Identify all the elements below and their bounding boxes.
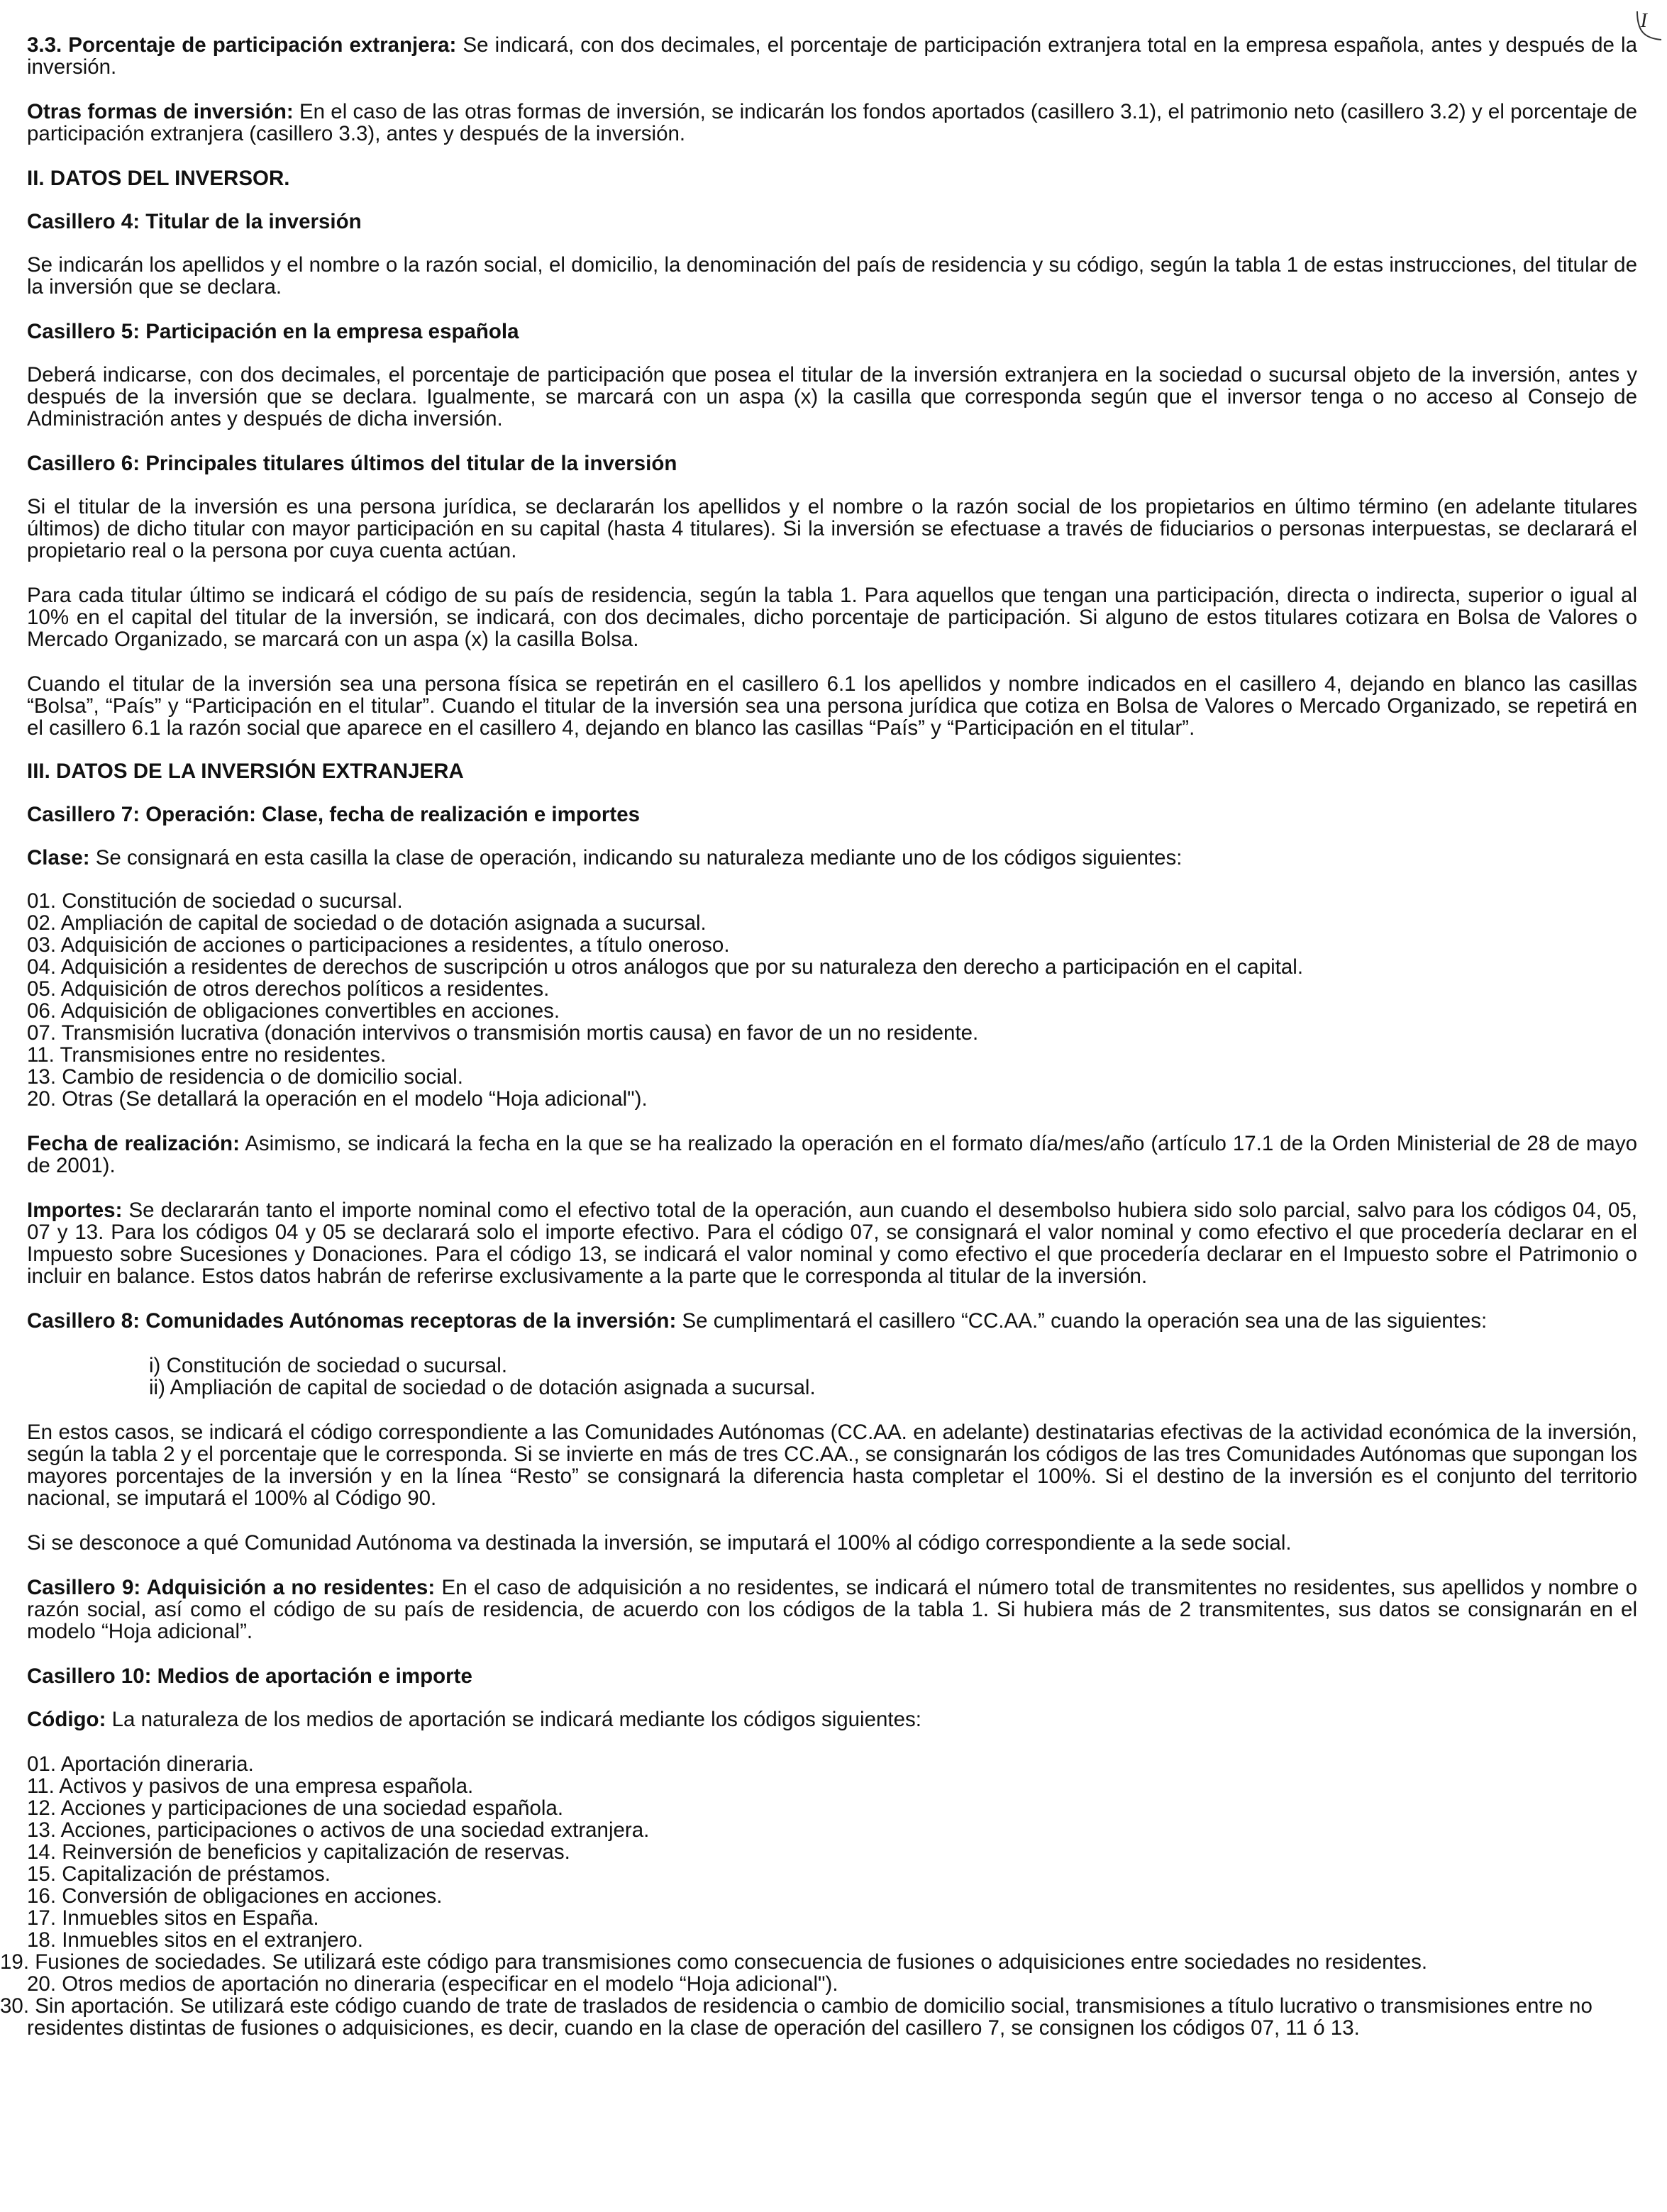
box-8-operations-list bbox=[149, 1355, 1637, 1399]
box-7-date-text: Asimismo, se indicará la fecha en la que se ha realizado la operación en el formato día/mes/año (artículo 17.1 de la Orden Ministerial de 28 de mayo de 2001). bbox=[27, 1132, 1637, 1177]
box-10-code-paragraph bbox=[27, 1708, 1637, 1730]
section-ii-heading: II. DATOS DEL INVERSOR. bbox=[27, 167, 290, 190]
list-item: 20. Otros medios de aportación no dineraria (especificar en el modelo “Hoja adicional"). bbox=[27, 1972, 838, 1996]
box-8-text: Se cumplimentará el casillero “CC.AA.” cuando la operación sea una de las siguientes: bbox=[676, 1309, 1488, 1333]
box-5-paragraph: Deberá indicarse, con dos decimales, el porcentaje de participación que posea el titular de la inversión extranjera en la sociedad o sucursal objeto de la inversión, antes y después de la inversión que se declara. Igualmente, se marcará con un aspa (x) la casilla que corresponda según que el inversor tenga o no acceso al Consejo de Administración antes y después de dicha inversión. bbox=[27, 363, 1637, 430]
box-8-paragraph-2: En estos casos, se indicará el código correspondiente a las Comunidades Autónomas (CC.AA. en adelante) destinatarias efectivas de la actividad económica de la inversión, según la tabla 2 y el porcentaje que le corresponda. Si se invierte en más de tres CC.AA., se consignarán los códigos de las tres Comunidades Autónomas que supongan los mayores porcentajes de la inversión y en la línea “Resto” se consignará la diferencia hasta completar el 100%. Si el destino de la inversión es el conjunto del territorio nacional, se imputará el 100% al Código 90. bbox=[27, 1421, 1637, 1510]
box-7-class-text: Se consignará en esta casilla la clase de operación, indicando su naturaleza mediante uno de los códigos siguientes: bbox=[89, 846, 1183, 869]
list-item: 03. Adquisición de acciones o participaciones a residentes, a título oneroso. bbox=[27, 933, 730, 957]
box-8-paragraph-3: Si se desconoce a qué Comunidad Autónoma va destinada la inversión, se imputará el 100% al código correspondiente a la sede social. bbox=[27, 1531, 1292, 1555]
list-item: 02. Ampliación de capital de sociedad o de dotación asignada a sucursal. bbox=[27, 911, 707, 935]
box-6-paragraph-3: Cuando el titular de la inversión sea una persona física se repetirán en el casillero 6.1 los apellidos y nombre indicados en el casillero 4, dejando en blanco las casillas “Bolsa”, “País” y “Participación en el titular”. Cuando el titular de la inversión sea una persona jurídica que cotiza en Bolsa de Valores o Mercado Organizado, se repetirá en el casillero 6.1 la razón social que aparece en el casillero 4, dejando en blanco las casillas “País” y “Participación en el titular”. bbox=[27, 672, 1637, 740]
list-item: 07. Transmisión lucrativa (donación intervivos o transmisión mortis causa) en favor de un no residente. bbox=[27, 1021, 979, 1045]
list-item: 20. Otras (Se detallará la operación en el modelo “Hoja adicional"). bbox=[27, 1087, 648, 1111]
box-7-date-paragraph bbox=[27, 1133, 1637, 1177]
section-3-3-paragraph bbox=[27, 34, 1637, 78]
list-item: 16. Conversión de obligaciones en acciones. bbox=[27, 1884, 443, 1908]
section-iii-heading: III. DATOS DE LA INVERSIÓN EXTRANJERA bbox=[27, 760, 464, 783]
box-10-heading: Casillero 10: Medios de aportación e importe bbox=[27, 1664, 472, 1688]
list-item: 01. Constitución de sociedad o sucursal. bbox=[27, 889, 403, 913]
list-item: 11. Activos y pasivos de una empresa española. bbox=[27, 1774, 474, 1798]
box-6-paragraph-1: Si el titular de la inversión es una persona jurídica, se declararán los apellidos y el nombre o la razón social de los propietarios en último término (en adelante titulares últimos) de dicho titular con mayor participación en su capital (hasta 4 titulares). Si la inversión se efectuase a través de fiduciarios o personas interpuestas, se declarará el propietario real o la persona por cuya cuenta actúan. bbox=[27, 495, 1637, 562]
list-item: 06. Adquisición de obligaciones convertibles en acciones. bbox=[27, 999, 560, 1023]
box-8-lead: Casillero 8: Comunidades Autónomas receptoras de la inversión: bbox=[27, 1309, 677, 1333]
box-7-date-lead: Fecha de realización: bbox=[27, 1132, 240, 1155]
box-7-amounts-paragraph bbox=[27, 1199, 1637, 1287]
list-item: 13. Cambio de residencia o de domicilio social. bbox=[27, 1065, 463, 1089]
list-item: ii) Ampliación de capital de sociedad o de dotación asignada a sucursal. bbox=[149, 1376, 816, 1399]
list-item: 14. Reinversión de beneficios y capitalización de reservas. bbox=[27, 1840, 570, 1864]
corner-mark-text: I bbox=[1640, 10, 1647, 32]
list-item: 15. Capitalización de préstamos. bbox=[27, 1862, 331, 1886]
box-7-heading: Casillero 7: Operación: Clase, fecha de realización e importes bbox=[27, 803, 641, 826]
list-item: 13. Acciones, participaciones o activos de una sociedad extranjera. bbox=[27, 1818, 650, 1842]
page-corner-mark bbox=[1634, 10, 1663, 44]
list-item: 18. Inmuebles sitos en el extranjero. bbox=[27, 1928, 363, 1952]
box-9-lead: Casillero 9: Adquisición a no residentes: bbox=[27, 1576, 436, 1599]
list-item: 17. Inmuebles sitos en España. bbox=[27, 1906, 319, 1930]
box-5-heading: Casillero 5: Participación en la empresa española bbox=[27, 320, 519, 343]
list-item: i) Constitución de sociedad o sucursal. bbox=[149, 1354, 508, 1377]
box-4-heading: Casillero 4: Titular de la inversión bbox=[27, 210, 362, 233]
list-item: 04. Adquisición a residentes de derechos de suscripción u otros análogos que por su naturaleza den derecho a participación en el capital. bbox=[27, 955, 1304, 979]
other-forms-lead: Otras formas de inversión: bbox=[27, 100, 294, 123]
box-7-amounts-lead: Importes: bbox=[27, 1199, 123, 1222]
box-6-paragraph-2: Para cada titular último se indicará el código de su país de residencia, según la tabla 1. Para aquellos que tengan una participación, directa o indirecta, superior o igual al 10% en el capital del titular de la inversión, se indicará, con dos decimales, dicho porcentaje de participación. Si alguno de estos titulares cotizara en Bolsa de Valores o Mercado Organizado, se marcará con un aspa (x) la casilla Bolsa. bbox=[27, 584, 1637, 651]
box-9-paragraph bbox=[27, 1577, 1637, 1643]
box-10-code-text: La naturaleza de los medios de aportación se indicará mediante los códigos siguientes: bbox=[106, 1708, 921, 1731]
box-9-text: En el caso de adquisición a no residentes, se indicará el número total de transmitentes no residentes, sus apellidos y nombre o razón social, así como el código de su país de residencia, de acuerdo con los códigos de la tabla 1. Si hubiera más de 2 transmitentes, sus datos se consignarán en el modelo “Hoja adicional”. bbox=[27, 1576, 1638, 1643]
list-item: 19. Fusiones de sociedades. Se utilizará este código para transmisiones como consecuencia de fusiones o adquisiciones entre sociedades no residentes. bbox=[0, 1950, 1428, 1974]
section-3-3-text: Se indicará, con dos decimales, el porcentaje de participación extranjera total en la empresa española, antes y después de la inversión. bbox=[27, 33, 1637, 79]
other-forms-paragraph bbox=[27, 101, 1637, 145]
list-item: 11. Transmisiones entre no residentes. bbox=[27, 1043, 387, 1067]
box-7-class-paragraph bbox=[27, 847, 1637, 869]
box-7-amounts-text: Se declararán tanto el importe nominal como el efectivo total de la operación, aun cuando el desembolso hubiera sido solo parcial, salvo para los códigos 04, 05, 07 y 13. Para los códigos 04 y 05 se declarará solo el importe efectivo. Para el código 07, se consignará el valor nominal y como efectivo el que procedería declarar en el Impuesto sobre Sucesiones y Donaciones. Para el código 13, se indicará el valor nominal y como efectivo el que procedería declarar en el Impuesto sobre el Patrimonio o incluir en balance. Estos datos habrán de referirse exclusivamente a la parte que le corresponda al titular de la inversión. bbox=[27, 1199, 1637, 1288]
box-8-paragraph bbox=[27, 1310, 1637, 1332]
list-item: 05. Adquisición de otros derechos políticos a residentes. bbox=[27, 977, 550, 1001]
operation-codes-list bbox=[27, 890, 1637, 1110]
list-item: 12. Acciones y participaciones de una sociedad española. bbox=[27, 1796, 564, 1820]
other-forms-text: En el caso de las otras formas de inversión, se indicarán los fondos aportados (casillero 3.1), el patrimonio neto (casillero 3.2) y el porcentaje de participación extranjera (casillero 3.3), antes y después de la inversión. bbox=[27, 100, 1638, 145]
list-item: 30. Sin aportación. Se utilizará este código cuando de trate de traslados de residencia o cambio de domicilio social, transmisiones a título lucrativo o transmisiones entre no residentes distintas de fusiones o adquisiciones, es decir, cuando en la clase de operación del casillero 7, se consignen los códigos 07, 11 ó 13. bbox=[0, 1994, 1593, 2040]
contribution-codes-list bbox=[0, 1752, 1637, 2040]
box-7-class-lead: Clase: bbox=[27, 846, 90, 869]
corner-curve-icon bbox=[1634, 10, 1663, 44]
list-item: 01. Aportación dineraria. bbox=[27, 1752, 254, 1776]
box-6-heading: Casillero 6: Principales titulares últimos del titular de la inversión bbox=[27, 452, 677, 475]
box-4-paragraph: Se indicarán los apellidos y el nombre o la razón social, el domicilio, la denominación del país de residencia y su código, según la tabla 1 de estas instrucciones, del titular de la inversión que se declara. bbox=[27, 253, 1637, 299]
section-3-3-lead: 3.3. Porcentaje de participación extranjera: bbox=[27, 33, 457, 57]
box-10-code-lead: Código: bbox=[27, 1708, 106, 1731]
